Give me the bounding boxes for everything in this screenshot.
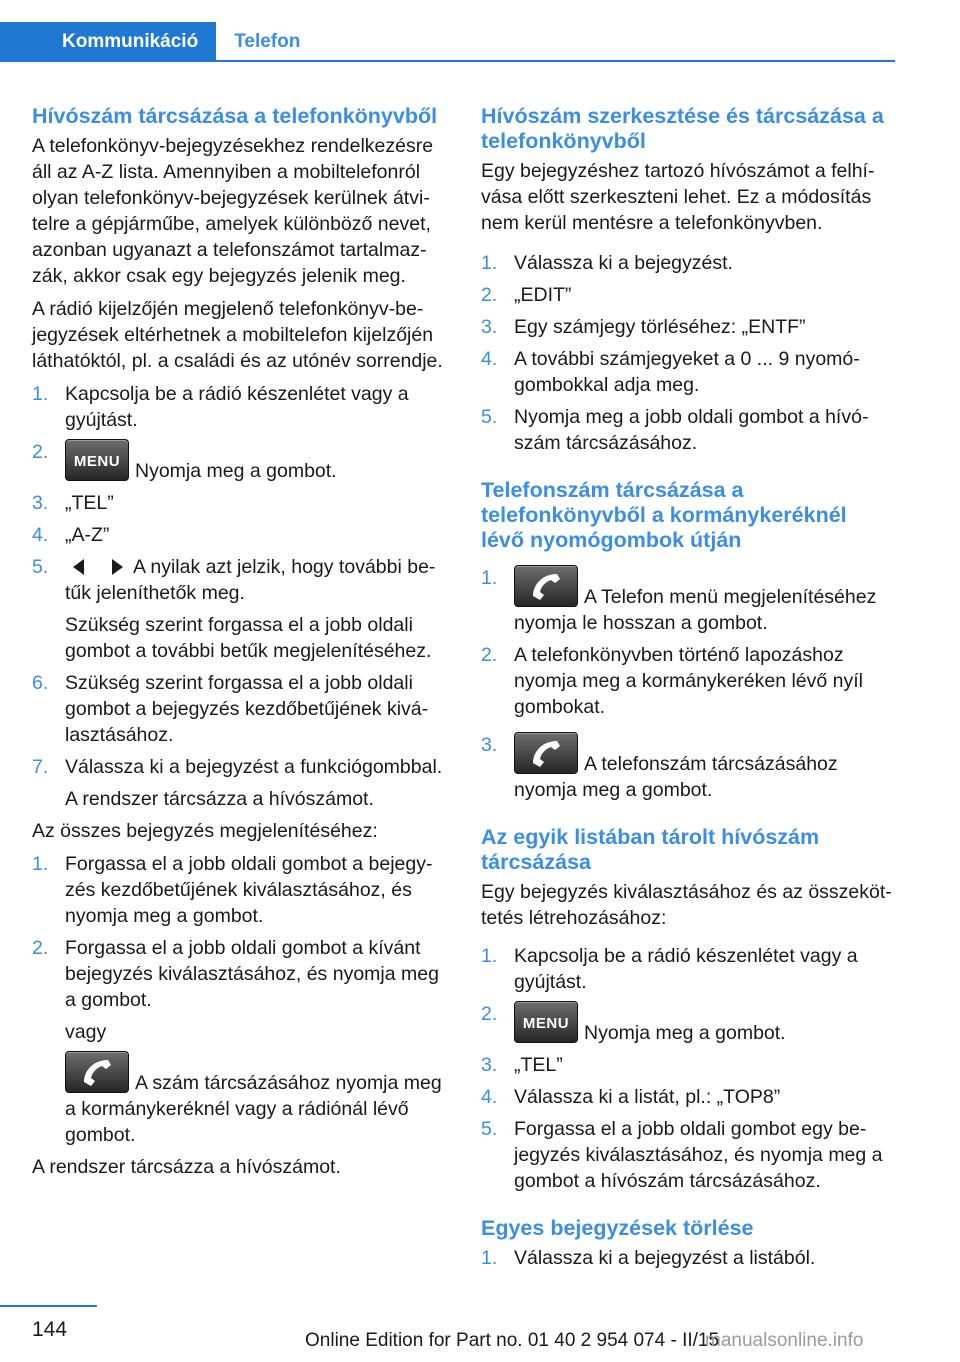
- phone-button-icon: [514, 565, 578, 607]
- section-title: Hívószám szerkesztése és tárcsázása a telefonkönyvből: [481, 104, 884, 153]
- list-item: 2. A telefonkönyvben történő lapozáshoz nyomja meg a kormánykeréken lévő nyíl gombokat.: [481, 644, 863, 718]
- menu-button-icon: MENU: [514, 1001, 578, 1043]
- list-item: 5. Forgassa el a jobb oldali gombot egy bejegyzés kiválasztásához, és nyomja meg a gombot a hívószám tárcsázásához.: [481, 1118, 883, 1192]
- list-item: 3. A telefonszám tárcsázásához nyomja meg a gombot.: [481, 734, 838, 801]
- chapter-tabs: [0, 22, 895, 62]
- paragraph: A telefonkönyv-bejegyzésekhez rendelkezésre áll az A-Z lista. Amennyiben a mobiltelefonról olyan telefonkönyv-bejegyzések kerülnek átvitelre a gépjárműbe, amelyek különböző nevet, azonban ugyanazt a telefonszámot tartalmazzák, akkor csak egy bejegyzés jelenik meg.: [32, 135, 434, 287]
- list-item: 2. „EDIT”: [481, 284, 572, 306]
- page-number: 144: [32, 1318, 68, 1341]
- list-item: 1. Kapcsolja be a rádió készenlétet vagy a gyújtást.: [481, 945, 858, 993]
- steps-list: [32, 851, 450, 1013]
- steps-list: [481, 565, 895, 803]
- edition-footer: Online Edition for Part no. 01 40 2 954 074 - II/15: [305, 1330, 720, 1351]
- list-item: 2. MENU Nyomja meg a gombot.: [481, 1003, 786, 1044]
- list-item: 3. „TEL”: [481, 1054, 563, 1076]
- list-item: 7. Válassza ki a bejegyzést a funkciógombbal.: [32, 756, 443, 778]
- paragraph: A rendszer tárcsázza a hívószámot.: [32, 1156, 341, 1178]
- paragraph: Egy bejegyzés kiválasztásához és az összeköttetés létrehozásához:: [481, 881, 892, 929]
- page-number-rule: [0, 1305, 97, 1307]
- section-title: Telefonszám tárcsázása a telefonkönyvből a kormánykeréknél lévő nyomógombok útján: [481, 478, 847, 552]
- list-item: 4. Válassza ki a listát, pl.: „TOP8”: [481, 1086, 781, 1108]
- paragraph: A rádió kijelzőjén megjelenő telefonkönyv-bejegyzések eltérhetnek a mobiltelefon kijelzőjén láthatóktól, pl. a családi és az utónév sorrendje.: [32, 298, 443, 372]
- section-title: Az egyik listában tárolt hívószám tárcsázása: [481, 825, 820, 874]
- arrow-right-icon: [112, 559, 123, 575]
- step-note: Szükség szerint forgassa el a jobb oldali gombot a további betűk megjelenítéséhez.: [65, 614, 432, 662]
- phone-button-icon: [65, 1051, 129, 1093]
- list-item: 1. Válassza ki a bejegyzést a listából.: [481, 1247, 816, 1269]
- left-column: [32, 104, 450, 1187]
- list-item: 2. Forgassa el a jobb oldali gombot a kívánt bejegyzés kiválasztásához, és nyomja meg a gombot.: [32, 937, 439, 1011]
- tab-telefon[interactable]: Telefon: [234, 31, 301, 52]
- steps-list: [481, 943, 895, 1194]
- arrow-left-icon: [73, 559, 84, 575]
- list-item: 3. Egy számjegy törléséhez: „ENTF”: [481, 316, 806, 338]
- tab-kommunikacio[interactable]: Kommunikáció: [0, 22, 216, 62]
- step-note: A rendszer tárcsázza a hívószámot.: [65, 788, 374, 810]
- watermark: manualsonline.info: [705, 1330, 864, 1351]
- steps-list: [32, 670, 450, 780]
- list-item: 2. MENU Nyomja meg a gombot.: [32, 441, 337, 482]
- paragraph: Egy bejegyzéshez tartozó hívószámot a felhívása előtt szerkeszteni lehet. Ez a módosítás nem kerül mentésre a telefonkönyvben.: [481, 160, 875, 234]
- list-item: 1. Válassza ki a bejegyzést.: [481, 252, 733, 274]
- list-item: 4. A további számjegyeket a 0 ... 9 nyomógombokkal adja meg.: [481, 348, 860, 396]
- list-item: 5. Nyomja meg a jobb oldali gombot a hívószám tárcsázásához.: [481, 406, 869, 454]
- header-rule: [0, 60, 895, 62]
- step-note: A szám tárcsázásához nyomja meg a kormánykeréknél vagy a rádiónál lévő gombot.: [32, 1051, 450, 1148]
- list-item: 1. Kapcsolja be a rádió készenlétet vagy a gyújtást.: [32, 383, 409, 431]
- step-note: vagy: [65, 1021, 107, 1043]
- right-column: [481, 104, 895, 1277]
- steps-list: [481, 1245, 895, 1271]
- list-item: 1. A Telefon menü megjelenítéséhez nyomja le hosszan a gombot.: [481, 567, 877, 634]
- list-item: 5. A nyilak azt jelzik, hogy további betűk jeleníthetők meg.: [32, 556, 436, 604]
- steps-list: [481, 250, 895, 456]
- list-item: 4. „A-Z”: [32, 524, 110, 546]
- phone-button-icon: [514, 732, 578, 774]
- steps-list: [32, 381, 450, 606]
- list-item: 1. Forgassa el a jobb oldali gombot a bejegyzés kezdőbetűjének kiválasztásához, és nyomja meg a gombot.: [32, 853, 433, 927]
- list-item: 3. „TEL”: [32, 492, 114, 514]
- menu-button-icon: MENU: [65, 439, 129, 481]
- paragraph: Az összes bejegyzés megjelenítéséhez:: [32, 820, 378, 842]
- section-title: Egyes bejegyzések törlése: [481, 1216, 754, 1240]
- list-item: 6. Szükség szerint forgassa el a jobb oldali gombot a bejegyzés kezdőbetűjének kiválasztásához.: [32, 672, 429, 746]
- section-title: Hívószám tárcsázása a telefonkönyvből: [32, 104, 438, 128]
